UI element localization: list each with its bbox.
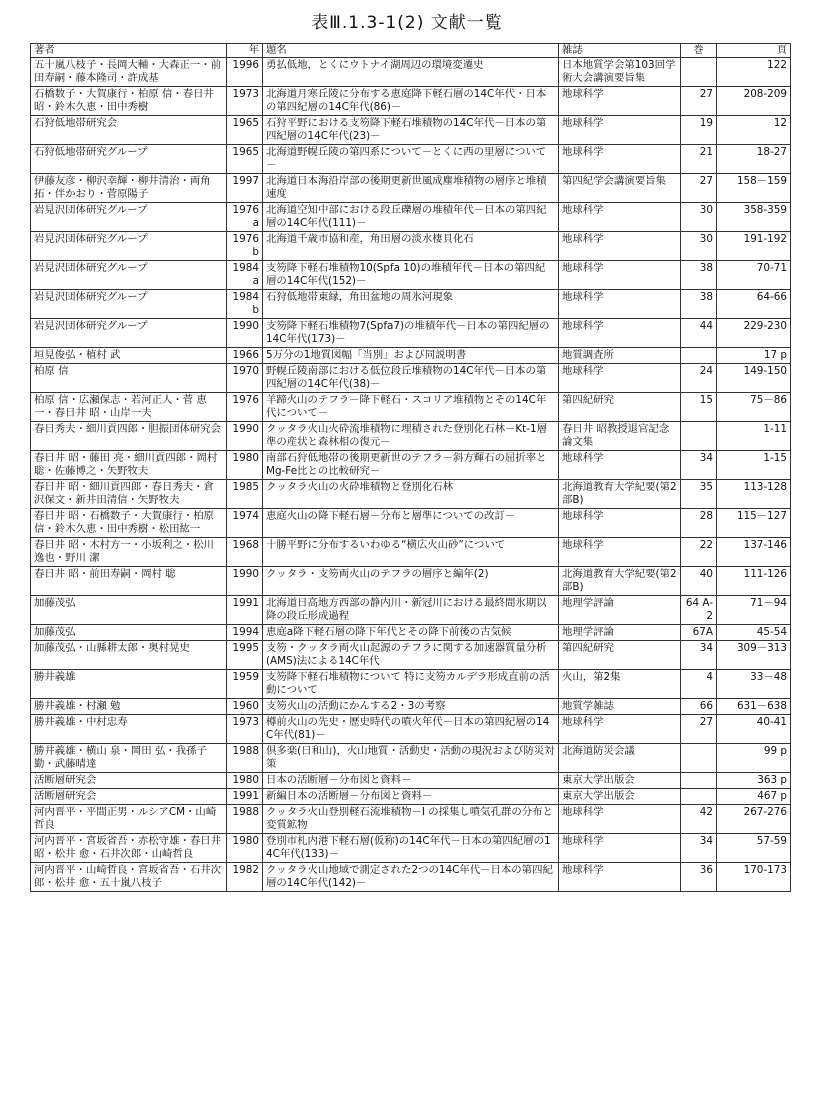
author-cell: 加藤茂弘・山縣耕太郎・奥村晃史 xyxy=(31,641,227,670)
author-cell: 河内晋平・山崎哲良・宮坂省吾・石井次郎・松井 愈・五十嵐八枝子 xyxy=(31,863,227,892)
pages-cell: 149-150 xyxy=(717,364,791,393)
volume-cell: 30 xyxy=(681,203,717,232)
journal-cell: 地球科学 xyxy=(559,364,681,393)
journal-cell: 地球科学 xyxy=(559,290,681,319)
author-cell: 春日秀夫・細川貢四郎・胆振団体研究会 xyxy=(31,422,227,451)
pages-cell: 113-128 xyxy=(717,480,791,509)
journal-cell: 北海道防災会議 xyxy=(559,744,681,773)
author-cell: 岩見沢団体研究グループ xyxy=(31,232,227,261)
pages-cell: 309－313 xyxy=(717,641,791,670)
table-row xyxy=(31,364,791,393)
year-cell: 1966 xyxy=(227,348,263,364)
journal-cell: 地球科学 xyxy=(559,145,681,174)
pages-cell: 137-146 xyxy=(717,538,791,567)
table-row xyxy=(31,641,791,670)
title-cell: 支笏火山の活動にかんする2・3の考察 xyxy=(263,699,559,715)
year-cell: 1988 xyxy=(227,744,263,773)
volume-cell: 42 xyxy=(681,805,717,834)
journal-cell: 地球科学 xyxy=(559,203,681,232)
author-cell: 河内晋平・宮坂省吾・赤松守雄・春日井 昭・松井 愈・石井次郎・山崎哲良 xyxy=(31,834,227,863)
author-cell: 活断層研究会 xyxy=(31,789,227,805)
author-cell: 勝井義雄・横山 泉・岡田 弘・我孫子 勤・武藤晴達 xyxy=(31,744,227,773)
table-row xyxy=(31,232,791,261)
year-cell: 1959 xyxy=(227,670,263,699)
journal-cell: 東京大学出版会 xyxy=(559,773,681,789)
title-cell: 支笏降下軽石堆積物10(Spfa 10)の堆積年代－日本の第四紀層の14C年代(152)－ xyxy=(263,261,559,290)
author-cell: 五十嵐八枝子・長岡大輔・大森正一・前田寿嗣・藤本隆司・許成基 xyxy=(31,58,227,87)
title-cell: 南部石狩低地帯の後期更新世のテフラ－斜方輝石の屈折率とMg-Fe比との比較研究－ xyxy=(263,451,559,480)
pages-cell: 70-71 xyxy=(717,261,791,290)
pages-cell: 64-66 xyxy=(717,290,791,319)
title-cell: 北海道空知中部における段丘礫層の堆積年代－日本の第四紀層の14C年代(111)－ xyxy=(263,203,559,232)
header-journal: 雑誌 xyxy=(559,44,681,58)
pages-cell: 1-11 xyxy=(717,422,791,451)
pages-cell: 467 p xyxy=(717,789,791,805)
table-row xyxy=(31,744,791,773)
volume-cell: 35 xyxy=(681,480,717,509)
journal-cell: 地球科学 xyxy=(559,834,681,863)
author-cell: 活断層研究会 xyxy=(31,773,227,789)
volume-cell: 19 xyxy=(681,116,717,145)
pages-cell: 158－159 xyxy=(717,174,791,203)
title-cell: 十勝平野に分布するいわゆる“横広火山砂”について xyxy=(263,538,559,567)
volume-cell: 34 xyxy=(681,834,717,863)
year-cell: 1990 xyxy=(227,567,263,596)
header-volume: 巻 xyxy=(681,44,717,58)
journal-cell: 火山，第2集 xyxy=(559,670,681,699)
year-cell: 1991 xyxy=(227,789,263,805)
author-cell: 加藤茂弘 xyxy=(31,625,227,641)
table-row xyxy=(31,834,791,863)
volume-cell: 30 xyxy=(681,232,717,261)
year-cell: 1988 xyxy=(227,805,263,834)
pages-cell: 229-230 xyxy=(717,319,791,348)
title-cell: 野幌丘陵南部における低位段丘堆積物の14C年代－日本の第四紀層の14C年代(38)－ xyxy=(263,364,559,393)
title-cell: クッタラ火山火砕流堆積物に埋積された登別化石林－Kt-1層準の産状と森林相の復元－ xyxy=(263,422,559,451)
volume-cell xyxy=(681,773,717,789)
year-cell: 1985 xyxy=(227,480,263,509)
year-cell: 1997 xyxy=(227,174,263,203)
pages-cell: 99 p xyxy=(717,744,791,773)
pages-cell: 45-54 xyxy=(717,625,791,641)
volume-cell: 27 xyxy=(681,87,717,116)
author-cell: 春日井 昭・木村方一・小坂利之・松川逸也・野川 潔 xyxy=(31,538,227,567)
author-cell: 河内晋平・平間正男・ルシアCM・山崎哲良 xyxy=(31,805,227,834)
author-cell: 石狩低地帯研究グループ xyxy=(31,145,227,174)
header-pages: 頁 xyxy=(717,44,791,58)
pages-cell: 111-126 xyxy=(717,567,791,596)
journal-cell: 地球科学 xyxy=(559,232,681,261)
author-cell: 石橋数子・大賀康行・柏原 信・春日井 昭・鈴木久恵・田中秀樹 xyxy=(31,87,227,116)
title-cell: 北海道野幌丘陵の第四系について－とくに西の里層について－ xyxy=(263,145,559,174)
title-cell: 羊蹄火山のテフラ－降下軽石・スコリア堆積物とその14C年代について－ xyxy=(263,393,559,422)
year-cell: 1980 xyxy=(227,773,263,789)
pages-cell: 12 xyxy=(717,116,791,145)
table-row xyxy=(31,789,791,805)
journal-cell: 地球科学 xyxy=(559,805,681,834)
title-cell: 恵庭火山の降下軽石層－分布と層準についての改訂－ xyxy=(263,509,559,538)
journal-cell: 地球科学 xyxy=(559,451,681,480)
volume-cell: 38 xyxy=(681,261,717,290)
journal-cell: 地球科学 xyxy=(559,509,681,538)
pages-cell: 1-15 xyxy=(717,451,791,480)
title-cell: クッタラ火山登別軽石流堆積物－I の採集し噴気孔群の分布と変質鉱物 xyxy=(263,805,559,834)
volume-cell xyxy=(681,422,717,451)
table-row xyxy=(31,422,791,451)
table-row xyxy=(31,715,791,744)
title-cell: 北海道月寒丘陵に分布する恵庭降下軽石層の14C年代・日本の第四紀層の14C年代(86)－ xyxy=(263,87,559,116)
title-cell: 石狩低地帯東縁，角田盆地の周氷河現象 xyxy=(263,290,559,319)
page-title: 表Ⅲ.1.3-1(2) 文献一覧 xyxy=(311,13,503,33)
journal-cell: 地理学評論 xyxy=(559,625,681,641)
table-row xyxy=(31,699,791,715)
pages-cell: 363 p xyxy=(717,773,791,789)
year-cell: 1976 xyxy=(227,393,263,422)
table-row xyxy=(31,290,791,319)
year-cell: 1980 xyxy=(227,834,263,863)
header-title: 題名 xyxy=(263,44,559,58)
volume-cell: 40 xyxy=(681,567,717,596)
author-cell: 春日井 昭・藤田 亮・細川貢四郎・岡村 聡・佐藤博之・矢野牧夫 xyxy=(31,451,227,480)
volume-cell: 64 A-2 xyxy=(681,596,717,625)
author-cell: 岩見沢団体研究グループ xyxy=(31,203,227,232)
author-cell: 伊藤友彦・柳沢幸輝・柳井清治・両角 拓・伴かおり・菅原陽子 xyxy=(31,174,227,203)
title-cell: 登別市札内港下軽石層(仮称)の14C年代－日本の第四紀層の14C年代(133)－ xyxy=(263,834,559,863)
title-cell: 北海道千歳市協和産，角田層の淡水棲貝化石 xyxy=(263,232,559,261)
volume-cell: 36 xyxy=(681,863,717,892)
table-row xyxy=(31,863,791,892)
year-cell: 1994 xyxy=(227,625,263,641)
table-row xyxy=(31,174,791,203)
pages-cell: 267-276 xyxy=(717,805,791,834)
table-row xyxy=(31,145,791,174)
author-cell: 春日井 昭・細川貢四郎・春日秀夫・倉沢保文・新井田清信・矢野牧夫 xyxy=(31,480,227,509)
table-row xyxy=(31,203,791,232)
year-cell: 1965 xyxy=(227,116,263,145)
journal-cell: 第四紀学会講演要旨集 xyxy=(559,174,681,203)
pages-cell: 358-359 xyxy=(717,203,791,232)
pages-cell: 122 xyxy=(717,58,791,87)
journal-cell: 地質調査所 xyxy=(559,348,681,364)
journal-cell: 地球科学 xyxy=(559,319,681,348)
table-row xyxy=(31,451,791,480)
author-cell: 加藤茂弘 xyxy=(31,596,227,625)
pages-cell: 115－127 xyxy=(717,509,791,538)
author-cell: 春日井 昭・前田寿嗣・岡村 聡 xyxy=(31,567,227,596)
volume-cell: 27 xyxy=(681,174,717,203)
title-cell: 支笏降下軽石堆積物について 特に支笏カルデラ形成直前の活動について xyxy=(263,670,559,699)
journal-cell: 東京大学出版会 xyxy=(559,789,681,805)
journal-cell: 地球科学 xyxy=(559,261,681,290)
year-cell: 1984b xyxy=(227,290,263,319)
year-cell: 1974 xyxy=(227,509,263,538)
author-cell: 岩見沢団体研究グループ xyxy=(31,290,227,319)
table-row xyxy=(31,87,791,116)
volume-cell xyxy=(681,789,717,805)
title-cell: クッタラ・支笏両火山のテフラの層序と編年(2) xyxy=(263,567,559,596)
pages-cell: 75－86 xyxy=(717,393,791,422)
volume-cell: 66 xyxy=(681,699,717,715)
table-row xyxy=(31,319,791,348)
year-cell: 1973 xyxy=(227,715,263,744)
table-row xyxy=(31,261,791,290)
title-cell: 北海道日本海沿岸部の後期更新世風成塵堆積物の層序と堆積速度 xyxy=(263,174,559,203)
header-year: 年 xyxy=(227,44,263,58)
table-row xyxy=(31,538,791,567)
journal-cell: 日本地質学会第103回学術大会講演要旨集 xyxy=(559,58,681,87)
journal-cell: 地球科学 xyxy=(559,538,681,567)
journal-cell: 春日井 昭教授退官記念論文集 xyxy=(559,422,681,451)
author-cell: 勝井義雄 xyxy=(31,670,227,699)
year-cell: 1976b xyxy=(227,232,263,261)
journal-cell: 地理学評論 xyxy=(559,596,681,625)
pages-cell: 71－94 xyxy=(717,596,791,625)
pages-cell: 170-173 xyxy=(717,863,791,892)
volume-cell: 34 xyxy=(681,451,717,480)
volume-cell: 4 xyxy=(681,670,717,699)
year-cell: 1970 xyxy=(227,364,263,393)
volume-cell xyxy=(681,744,717,773)
volume-cell: 28 xyxy=(681,509,717,538)
author-cell: 垣見俊弘・植村 武 xyxy=(31,348,227,364)
volume-cell xyxy=(681,58,717,87)
volume-cell: 34 xyxy=(681,641,717,670)
year-cell: 1965 xyxy=(227,145,263,174)
header-author: 著者 xyxy=(31,44,227,58)
journal-cell: 地球科学 xyxy=(559,715,681,744)
title-cell: 新編日本の活断層－分布図と資料－ xyxy=(263,789,559,805)
author-cell: 柏原 信 xyxy=(31,364,227,393)
table-row xyxy=(31,596,791,625)
journal-cell: 第四紀研究 xyxy=(559,641,681,670)
year-cell: 1995 xyxy=(227,641,263,670)
title-cell: 北海道日高地方西部の静内川・新冠川における最終間氷期以降の段丘形成過程 xyxy=(263,596,559,625)
pages-cell: 57-59 xyxy=(717,834,791,863)
volume-cell: 27 xyxy=(681,715,717,744)
title-cell: 5万分の1地質図幅「当別」および同説明書 xyxy=(263,348,559,364)
journal-cell: 北海道教育大学紀要(第2部B) xyxy=(559,480,681,509)
volume-cell: 67A xyxy=(681,625,717,641)
title-cell: 支笏降下軽石堆積物7(Spfa7)の堆積年代－日本の第四紀層の14C年代(173)－ xyxy=(263,319,559,348)
references-table xyxy=(30,43,791,892)
table-row xyxy=(31,348,791,364)
volume-cell: 24 xyxy=(681,364,717,393)
title-cell: 支笏・クッタラ両火山起源のテフラに関する加速器質量分析(AMS)法による14C年代 xyxy=(263,641,559,670)
author-cell: 岩見沢団体研究グループ xyxy=(31,261,227,290)
title-cell: 樽前火山の先史・歴史時代の噴火年代－日本の第四紀層の14C年代(81)－ xyxy=(263,715,559,744)
pages-cell: 17 p xyxy=(717,348,791,364)
pages-cell: 191-192 xyxy=(717,232,791,261)
year-cell: 1973 xyxy=(227,87,263,116)
table-row xyxy=(31,509,791,538)
year-cell: 1996 xyxy=(227,58,263,87)
journal-cell: 地球科学 xyxy=(559,116,681,145)
volume-cell: 38 xyxy=(681,290,717,319)
table-row xyxy=(31,670,791,699)
year-cell: 1976a xyxy=(227,203,263,232)
header-row xyxy=(31,44,791,58)
author-cell: 岩見沢団体研究グループ xyxy=(31,319,227,348)
table-row xyxy=(31,116,791,145)
title-cell: クッタラ火山地域で測定された2つの14C年代－日本の第四紀層の14C年代(142)－ xyxy=(263,863,559,892)
table-row xyxy=(31,58,791,87)
year-cell: 1991 xyxy=(227,596,263,625)
title-cell: 勇払低地，とくにウトナイ湖周辺の環境変遷史 xyxy=(263,58,559,87)
journal-cell: 北海道教育大学紀要(第2部B) xyxy=(559,567,681,596)
volume-cell: 15 xyxy=(681,393,717,422)
year-cell: 1980 xyxy=(227,451,263,480)
year-cell: 1990 xyxy=(227,422,263,451)
title-cell: 倶多楽(日和山)，火山地質・活動史・活動の現況および防災対策 xyxy=(263,744,559,773)
author-cell: 勝井義雄・村瀬 勉 xyxy=(31,699,227,715)
author-cell: 勝井義雄・中村忠寿 xyxy=(31,715,227,744)
title-cell: クッタラ火山の火砕堆積物と登別化石林 xyxy=(263,480,559,509)
table-row xyxy=(31,567,791,596)
author-cell: 柏原 信・広瀬保志・若河正人・菅 恵一・春日井 昭・山岸一夫 xyxy=(31,393,227,422)
table-row xyxy=(31,625,791,641)
journal-cell: 地球科学 xyxy=(559,87,681,116)
journal-cell: 第四紀研究 xyxy=(559,393,681,422)
year-cell: 1960 xyxy=(227,699,263,715)
volume-cell: 21 xyxy=(681,145,717,174)
volume-cell: 22 xyxy=(681,538,717,567)
author-cell: 石狩低地帯研究会 xyxy=(31,116,227,145)
pages-cell: 18-27 xyxy=(717,145,791,174)
journal-cell: 地質学雑誌 xyxy=(559,699,681,715)
volume-cell: 44 xyxy=(681,319,717,348)
year-cell: 1982 xyxy=(227,863,263,892)
table-row xyxy=(31,773,791,789)
pages-cell: 33－48 xyxy=(717,670,791,699)
title-cell: 日本の活断層－分布図と資料－ xyxy=(263,773,559,789)
title-cell: 恵庭a降下軽石層の降下年代とその降下前後の古気候 xyxy=(263,625,559,641)
year-cell: 1984a xyxy=(227,261,263,290)
table-row xyxy=(31,393,791,422)
year-cell: 1968 xyxy=(227,538,263,567)
pages-cell: 40-41 xyxy=(717,715,791,744)
title-cell: 石狩平野における支笏降下軽石堆積物の14C年代－日本の第四紀層の14C年代(23)－ xyxy=(263,116,559,145)
author-cell: 春日井 昭・石橋数子・大賀康行・柏原 信・鈴木久恵・田中秀樹・松田紘一 xyxy=(31,509,227,538)
journal-cell: 地球科学 xyxy=(559,863,681,892)
pages-cell: 208-209 xyxy=(717,87,791,116)
pages-cell: 631－638 xyxy=(717,699,791,715)
table-row xyxy=(31,805,791,834)
table-body xyxy=(31,58,791,892)
table-row xyxy=(31,480,791,509)
year-cell: 1990 xyxy=(227,319,263,348)
volume-cell xyxy=(681,348,717,364)
